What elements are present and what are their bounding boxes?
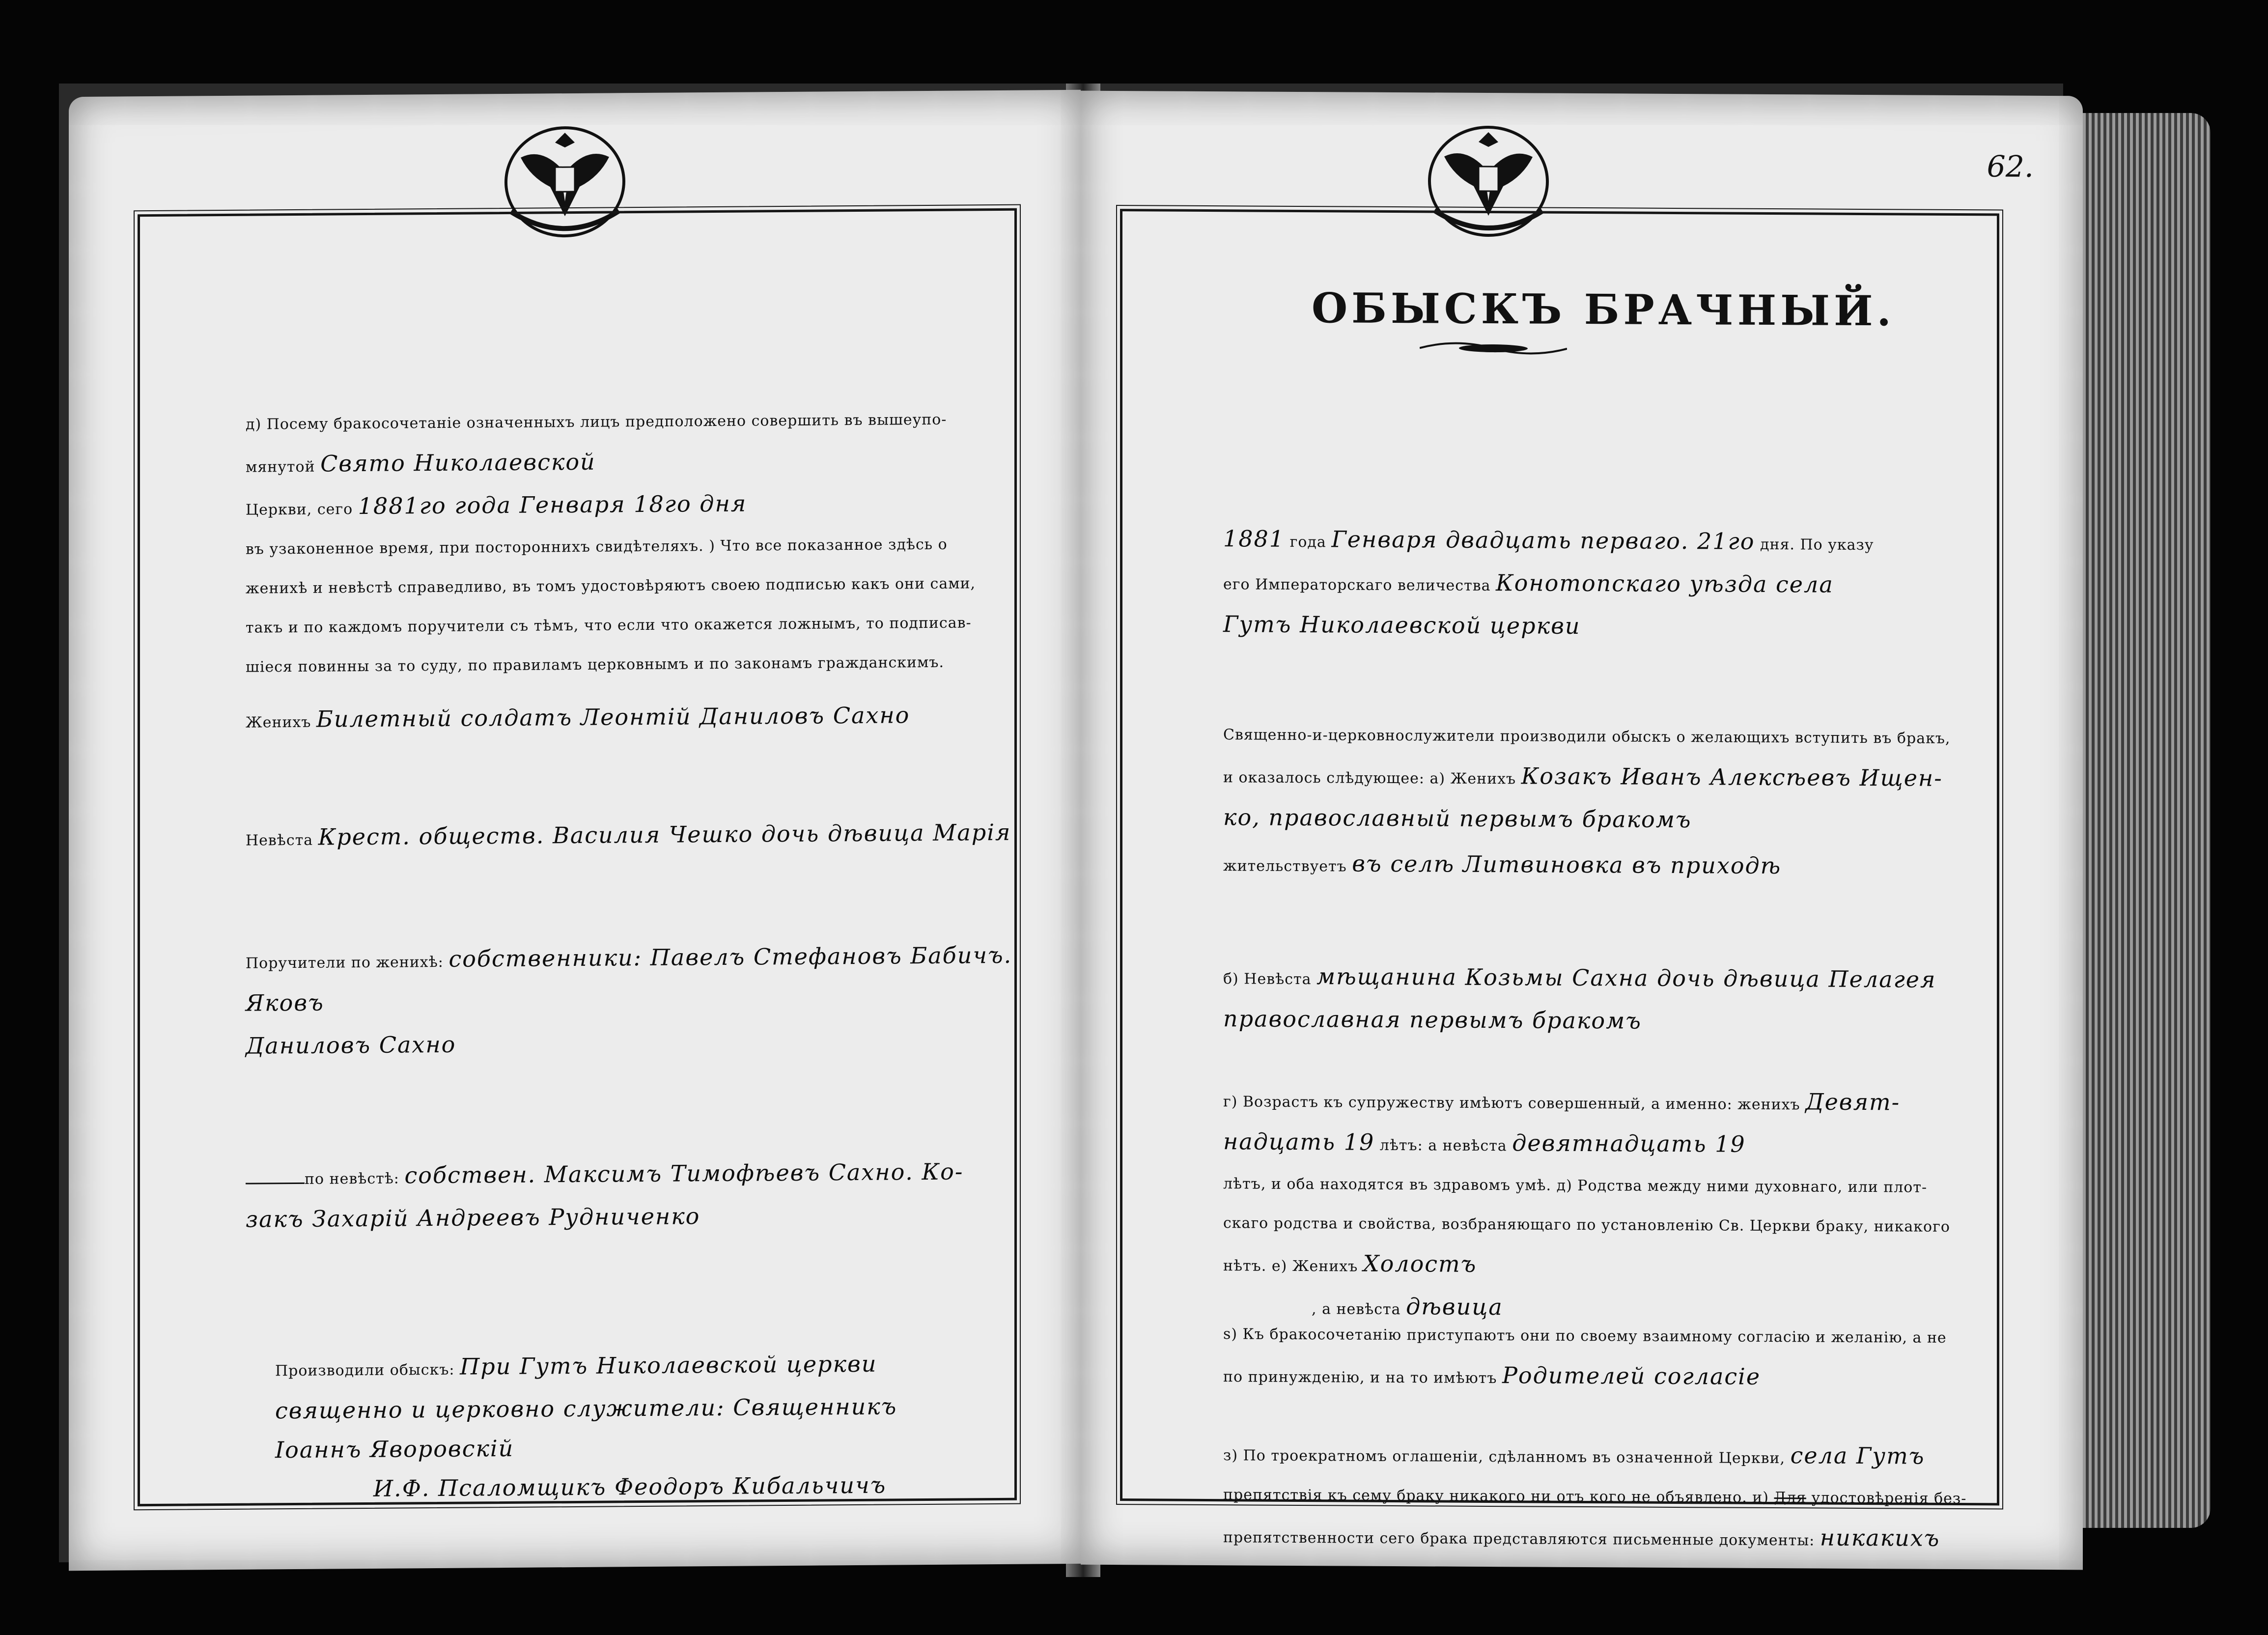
groom-label: Женихъ <box>246 713 311 732</box>
documents-label: препятственности сего брака представляются письменные документы: <box>1223 1529 1815 1550</box>
psalmist-signature: И.Ф. Псаломщикъ Феодоръ Кибальчичъ <box>373 1471 887 1502</box>
para-d-church-label: Церкви, сего <box>246 501 353 519</box>
para-d-label: мянутой <box>246 458 315 476</box>
para-d-line-6: такъ и по каждомъ поручители съ тѣмъ, что если что окажется ложнымъ, то подписав- <box>246 614 972 637</box>
conducted-handwritten-1: При Гутъ Николаевской церкви <box>460 1350 877 1380</box>
groom-age-handwritten-1: Девят- <box>1805 1088 1901 1116</box>
conducted-handwritten-2: священно и церковно служители: Священникъ <box>275 1393 897 1424</box>
guarantors-bride-handwritten-1: собствен. Максимъ Тимофѣевъ Сахно. Ко- <box>404 1158 964 1189</box>
bride-status-handwritten: дѣвица <box>1406 1293 1503 1321</box>
age-label: г) Возрастъ къ супружеству имѣютъ совершенный, а именно: женихъ <box>1223 1093 1800 1114</box>
groom-handwritten: Билетный солдатъ Леонтій Даниловъ Сахно <box>316 702 910 733</box>
intro-majesty-label: его Императорскаго величества <box>1223 576 1491 595</box>
para-d-line-4: въ узаконенное время, при постороннихъ свидѣтеляхъ. ) Что все показанное здѣсь о <box>246 536 948 558</box>
groom-status-handwritten: Холостъ <box>1363 1250 1477 1277</box>
left-page <box>69 90 1081 1571</box>
consent-handwritten: Родителей согласіе <box>1502 1362 1761 1390</box>
guarantors-groom-handwritten-2: Даниловъ Сахно <box>246 1031 456 1059</box>
proclamation-line-1: з) По троекратномъ оглашеніи, сдѣланномъ въ означенной Церкви, <box>1223 1447 1786 1467</box>
para-d-line-7: шіеся повинны за то суду, по правиламъ церковнымъ и по законамъ гражданскимъ. <box>246 653 945 676</box>
status-groom-label: нѣтъ. е) Женихъ <box>1223 1257 1358 1275</box>
guarantors-bride-handwritten-2: закъ Захарій Андреевъ Рудниченко <box>246 1203 700 1233</box>
page-number: 62. <box>1987 149 2034 184</box>
proclamation-village-handwritten: села Гутъ <box>1790 1442 1925 1469</box>
bride-label: б) Невѣста <box>1223 970 1312 988</box>
guarantors-groom-handwritten-1: собственники: Павелъ Стефановъ Бабичъ. Яковъ <box>246 941 1012 1016</box>
bride-label: Невѣста <box>246 831 313 849</box>
para-d-line-1: д) Посему бракосочетаніе означенныхъ лицъ предположено совершить въ вышеупо- <box>246 411 947 433</box>
intro-place-handwritten-1: Конотопскаго уѣзда села <box>1496 569 1834 598</box>
intro-place-handwritten-2: Гутъ Николаевской церкви <box>1223 611 1581 639</box>
residence-label: жительствуетъ <box>1223 857 1347 875</box>
intro-date-handwritten: Генваря двадцать перваго. 21го <box>1331 526 1755 555</box>
page-edges <box>2083 113 2211 1528</box>
clergy-groom-label: и оказалось слѣдующее: а) Женихъ <box>1223 769 1516 788</box>
struck-word: Для <box>1774 1489 1806 1507</box>
guarantors-bride-label: по невѣстѣ: <box>305 1170 399 1188</box>
document-title: ОБЫСКЪ БРАЧНЫЙ. <box>1312 283 1895 336</box>
kinship-line-2: скаго родства и свойства, возбраняющаго по установленію Св. Церкви браку, никакого <box>1223 1214 1950 1236</box>
groom-handwritten: Козакъ Иванъ Алексѣевъ Ищен- <box>1521 762 1943 791</box>
conducted-label: Производили обыскъ: <box>275 1361 455 1380</box>
consent-line-1: ѕ) Къ бракосочетанію приступаютъ они по своему взаимному согласію и желанію, а не <box>1223 1325 1947 1347</box>
intro-day-label: дня. По указу <box>1760 536 1874 554</box>
intro-year-label: года <box>1289 533 1326 551</box>
bride-age-handwritten: девятнадцать 19 <box>1512 1129 1746 1157</box>
church-name-handwritten: Свято Николаевской <box>320 448 596 477</box>
consent-line-2: по принужденію, и на то имѣютъ <box>1223 1368 1497 1387</box>
clergy-line-1: Священно-и-церковнослужители производили обыскъ о желающихъ вступить въ бракъ, <box>1223 726 1951 747</box>
bride-handwritten-1: мѣщанина Козьмы Сахна дочь дѣвица Пелагея <box>1316 963 1936 993</box>
para-d-line-5: женихѣ и невѣстѣ справедливо, въ томъ удостовѣряютъ своею подписью какъ они сами, <box>246 575 976 597</box>
groom-handwritten-2: ко, православный первымъ бракомъ <box>1223 804 1692 833</box>
right-page <box>1081 91 2083 1570</box>
documents-handwritten: никакихъ <box>1820 1524 1940 1551</box>
bride-age-label: лѣтъ: а невѣста <box>1379 1136 1507 1155</box>
status-bride-label: , а невѣста <box>1312 1300 1401 1319</box>
proclamation-line-2: препятствія къ сему браку никакого ни отъ кого не объявлено. и) <box>1223 1486 1769 1506</box>
title-flourish-icon <box>1420 338 1567 359</box>
proclamation-line-3: удостовѣренія без- <box>1811 1489 1967 1508</box>
intro-year-handwritten: 1881 <box>1223 525 1285 552</box>
kinship-line-1: лѣтъ, и оба находятся въ здравомъ умѣ. д) Родства между ними духовнаго, или плот- <box>1223 1175 1928 1196</box>
wedding-date-handwritten: 1881го года Генваря 18го дня <box>358 490 747 520</box>
residence-handwritten: въ селѣ Литвиновка въ приходѣ <box>1352 850 1782 879</box>
conducted-handwritten-3: Іоаннъ Яворовскій <box>275 1435 514 1464</box>
groom-age-handwritten-2: надцать 19 <box>1223 1128 1375 1156</box>
guarantors-groom-label: Поручители по женихѣ: <box>246 953 444 972</box>
bride-handwritten-2: православная первымъ бракомъ <box>1223 1005 1642 1034</box>
bride-handwritten: Крест. обществ. Василия Чешко дочь дѣвица Марія <box>318 818 1011 850</box>
